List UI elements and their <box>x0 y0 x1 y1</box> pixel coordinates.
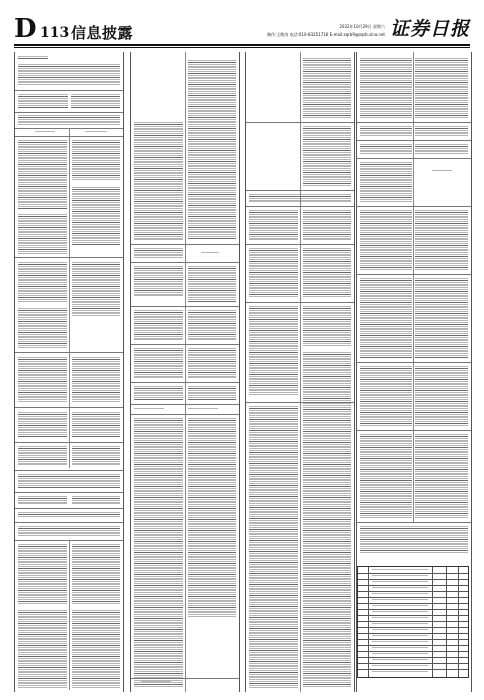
text-block <box>134 386 183 400</box>
text-block <box>134 266 183 296</box>
text-block <box>134 310 183 340</box>
text-block <box>249 406 298 688</box>
text-block <box>360 210 412 270</box>
text-block <box>18 544 67 604</box>
text-block <box>134 248 183 258</box>
text-block <box>18 140 67 210</box>
text-block <box>18 474 120 488</box>
text-block <box>188 408 218 410</box>
section-title: 信息披露 <box>71 24 134 42</box>
text-block <box>415 278 468 358</box>
text-block <box>134 348 183 378</box>
text-block <box>188 60 236 240</box>
text-block <box>360 434 412 518</box>
text-block <box>360 366 412 426</box>
text-block <box>18 526 120 536</box>
text-block <box>72 357 120 402</box>
masthead <box>14 14 470 44</box>
text-block <box>72 412 120 437</box>
text-block <box>35 131 55 133</box>
column-3 <box>245 52 355 692</box>
column-2 <box>130 52 240 692</box>
header-rule-thin <box>14 47 470 48</box>
text-block <box>18 56 48 59</box>
text-block <box>303 58 351 118</box>
column-1 <box>14 52 124 692</box>
text-block <box>249 210 298 240</box>
text-block <box>18 214 67 254</box>
text-block <box>134 408 164 410</box>
text-block <box>188 310 236 340</box>
text-block <box>72 446 120 466</box>
text-block <box>18 115 120 125</box>
text-block <box>18 94 68 108</box>
data-table <box>357 566 469 678</box>
text-block <box>360 58 412 118</box>
text-block <box>18 357 67 402</box>
text-block <box>303 306 351 346</box>
text-block <box>85 131 107 133</box>
newspaper-logo: 证券日报 <box>389 18 470 40</box>
text-block <box>72 496 120 504</box>
text-block <box>72 610 120 688</box>
dateline: 2022年10月29日 星期六 <box>339 24 385 29</box>
text-block <box>18 308 67 348</box>
text-block <box>303 210 351 240</box>
text-block <box>72 262 120 317</box>
text-block <box>188 266 236 302</box>
text-block <box>360 162 412 202</box>
table-rows <box>372 569 428 673</box>
text-block <box>18 262 67 302</box>
text-block <box>188 386 236 400</box>
text-block <box>18 64 120 86</box>
text-block <box>188 418 236 618</box>
text-block <box>303 126 351 186</box>
text-block <box>134 418 183 688</box>
text-block <box>303 248 351 298</box>
text-block <box>72 140 120 180</box>
text-block <box>18 610 67 688</box>
section-letter: D <box>14 14 37 44</box>
text-block <box>71 94 120 108</box>
text-block <box>360 526 468 554</box>
text-block <box>249 194 351 202</box>
text-block <box>134 122 183 240</box>
text-block <box>249 306 298 396</box>
header-rule <box>14 44 470 46</box>
text-block <box>360 144 412 154</box>
text-block <box>72 544 120 604</box>
text-block <box>415 366 468 426</box>
text-block <box>432 170 452 172</box>
text-block <box>303 352 351 688</box>
text-block <box>415 144 468 154</box>
text-block <box>18 446 67 466</box>
text-block <box>72 187 120 245</box>
text-block <box>249 248 298 298</box>
text-block <box>18 512 120 518</box>
text-block <box>360 126 412 136</box>
text-block <box>188 348 236 378</box>
text-block <box>141 681 171 683</box>
text-block <box>18 412 67 437</box>
text-block <box>415 210 468 270</box>
text-block <box>360 278 412 358</box>
contact-line: 制作:王敬涛 电话:010-83251716 E-mail:zqrb9@zqrb.sina.net <box>266 32 385 37</box>
text-block <box>415 58 468 118</box>
page-number: 113 <box>40 25 70 41</box>
text-block <box>415 434 468 518</box>
text-block <box>18 496 67 504</box>
text-block <box>415 126 468 136</box>
text-block <box>201 252 219 254</box>
